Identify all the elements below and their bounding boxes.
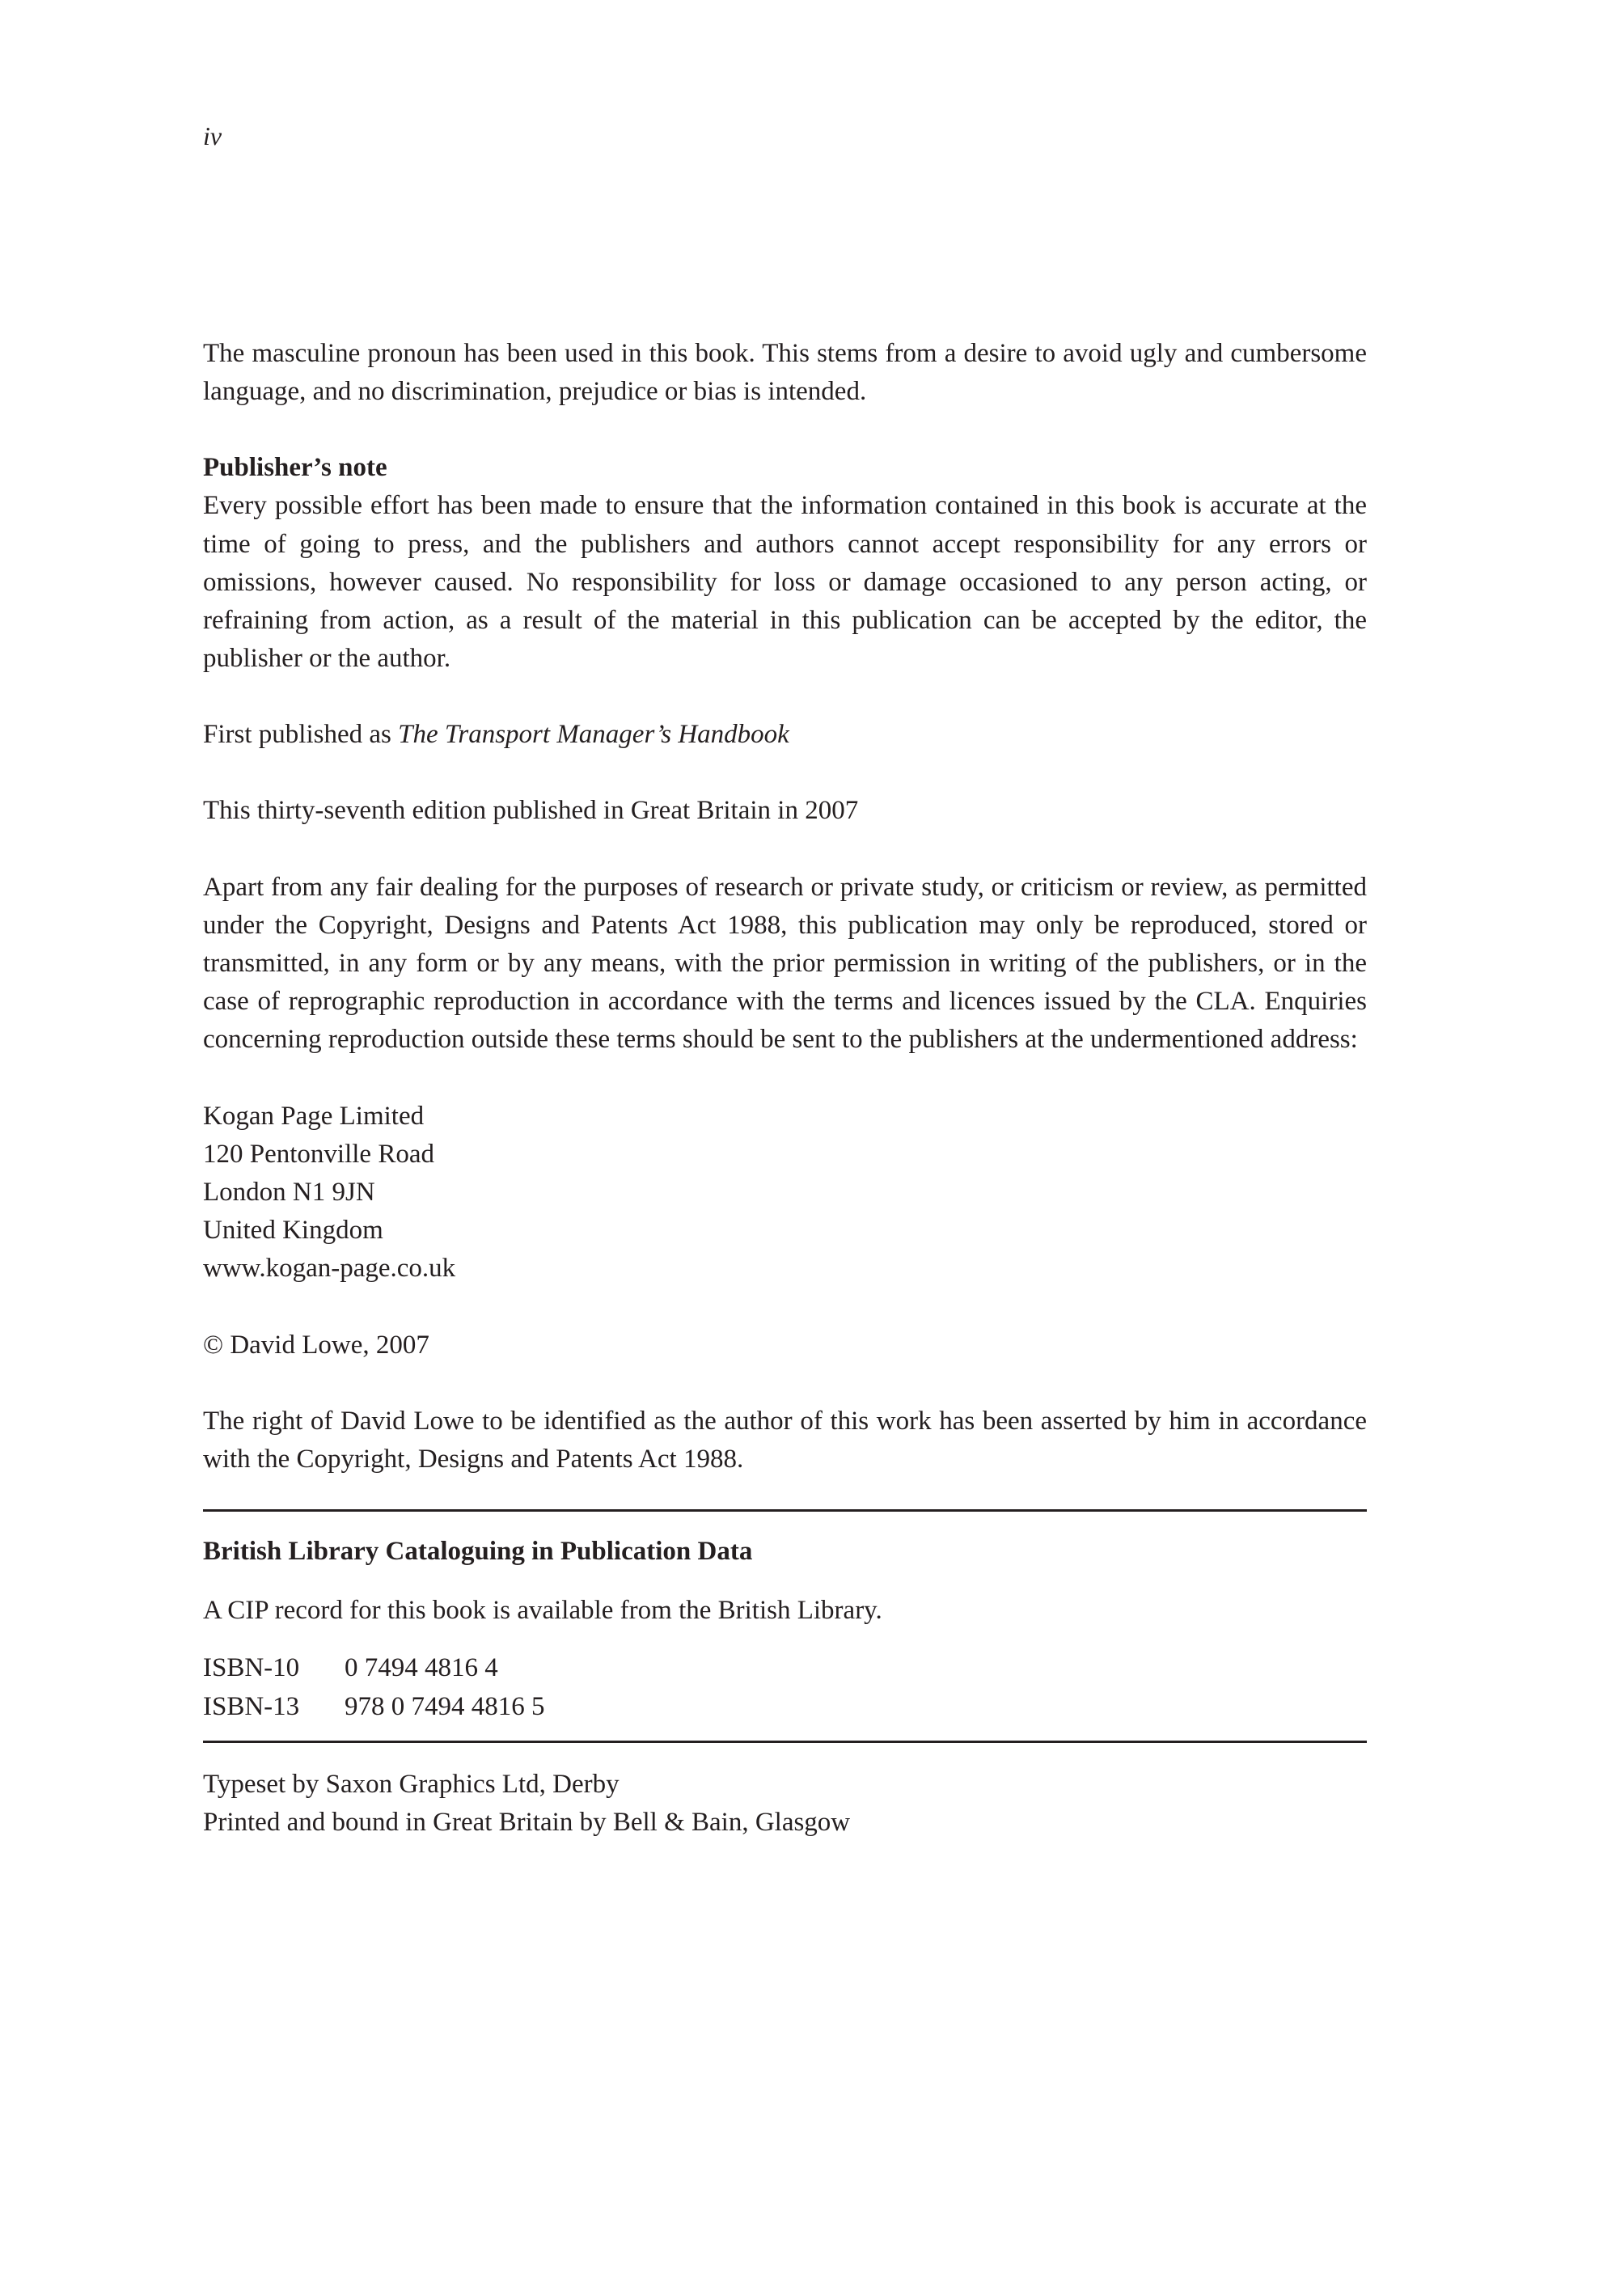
address-line: United Kingdom: [203, 1216, 383, 1246]
publishers-note-heading: Publisher’s note: [203, 453, 387, 483]
publishers-note-body: Every possible effort has been made to ensure that the information contained in this book is accurate at the time of going to press, and the publishers and authors cannot accept responsibility for any errors or omissions, however caused. No responsibility for loss or damage occasioned to any person acting, or refraining from action, as a result of the material in this publication can be accepted by the editor, the publisher or the author.: [203, 491, 1367, 674]
publishers-note-block: [203, 449, 1367, 678]
rights-notice-paragraph: Apart from any fair dealing for the purposes of research or private study, or criticism or review, as permitted under the Copyright, Designs and Patents Act 1988, this publication may only be reproduced, stored or transmitted, in any form or by any means, with the prior permission in writing of the publishers, or in the case of reprographic reproduction in accordance with the terms and licences issued by the CLA. Enquiries concerning reproduction outside these terms should be sent to the publishers at the undermentioned address:: [203, 872, 1367, 1055]
colophon-block: [203, 1766, 1367, 1842]
typeset-line: Typeset by Saxon Graphics Ltd, Derby: [203, 1769, 620, 1799]
copyright-line: © David Lowe, 2007: [203, 1330, 429, 1360]
edition-line: This thirty-seventh edition published in Great Britain in 2007: [203, 796, 859, 826]
publisher-url: www.kogan-page.co.uk: [203, 1254, 456, 1284]
first-published-title: The Transport Manager’s Handbook: [398, 720, 789, 750]
cip-record-line: A CIP record for this book is available from the British Library.: [203, 1596, 882, 1626]
cataloguing-heading: British Library Cataloguing in Publication Data: [203, 1537, 753, 1567]
isbn10-value: 0 7494 4816 4: [345, 1653, 498, 1683]
publisher-address-block: [203, 1098, 1367, 1288]
printed-line: Printed and bound in Great Britain by Bell & Bain, Glasgow: [203, 1808, 851, 1837]
pronoun-note-paragraph: The masculine pronoun has been used in this book. This stems from a desire to avoid ugly and cumbersome language, and no discrimination, prejudice or bias is intended.: [203, 338, 1367, 406]
divider-rule-top: [203, 1509, 1367, 1512]
isbn10-line: [203, 1649, 1367, 1687]
address-line: London N1 9JN: [203, 1177, 375, 1207]
divider-rule-bottom: [203, 1741, 1367, 1743]
first-published-prefix: First published as: [203, 720, 399, 750]
isbn13-value: 978 0 7494 4816 5: [345, 1691, 545, 1721]
isbn-block: [203, 1649, 1367, 1725]
address-line: Kogan Page Limited: [203, 1101, 425, 1131]
isbn10-label: ISBN-10: [203, 1653, 300, 1683]
address-line: 120 Pentonville Road: [203, 1139, 434, 1169]
isbn13-label: ISBN-13: [203, 1691, 300, 1721]
author-assertion-paragraph: The right of David Lowe to be identified as the author of this work has been asserted by him in accordance with the Copyright, Designs and Patents Act 1988.: [203, 1406, 1367, 1474]
isbn13-line: [203, 1688, 1367, 1726]
page-number: iv: [203, 121, 222, 150]
first-published-line: [203, 716, 1367, 754]
